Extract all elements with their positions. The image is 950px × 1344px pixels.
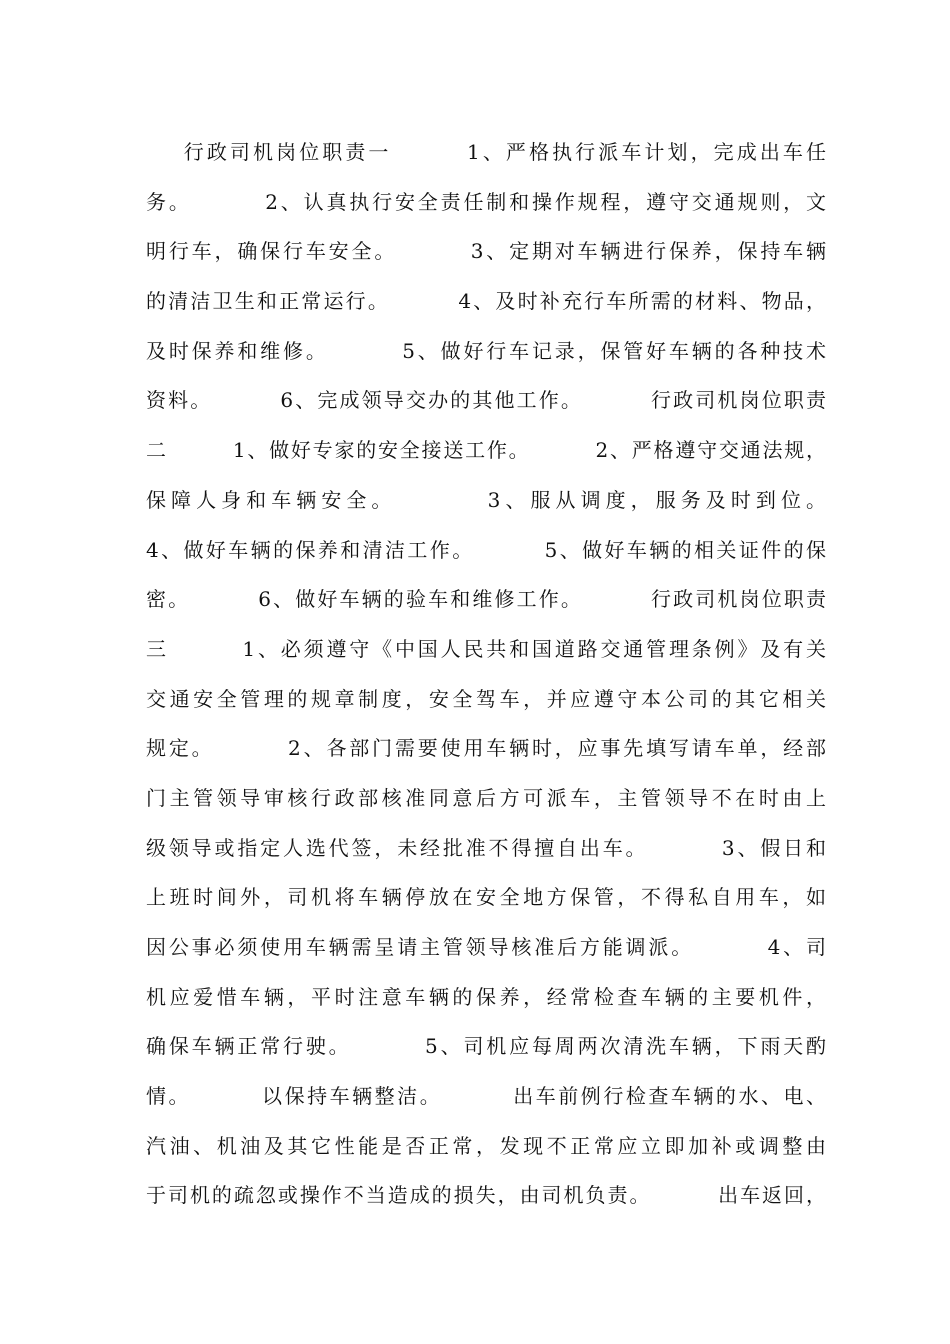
text-line-4: 的清洁卫生和正常运行。 4、及时补充行车所需的材料、物品， <box>146 289 826 314</box>
text-line-6: 资料。 6、完成领导交办的其他工作。 行政司机岗位职责 <box>146 388 826 413</box>
document-body <box>146 128 826 1221</box>
text-line-19: 确保车辆正常行驶。 5、司机应每周两次清洗车辆，下雨天酌 <box>146 1034 826 1059</box>
text-line-5: 及时保养和维修。 5、做好行车记录，保管好车辆的各种技术 <box>146 338 826 363</box>
text-line-12: 交通安全管理的规章制度，安全驾车，并应遵守本公司的其它相关 <box>146 686 826 711</box>
text-line-21: 汽油、机油及其它性能是否正常，发现不正常应立即加补或调整由 <box>146 1133 826 1158</box>
text-line-22: 于司机的疏忽或操作不当造成的损失，由司机负责。 出车返回， <box>146 1183 826 1208</box>
text-line-15: 级领导或指定人选代签，未经批准不得擅自出车。 3、假日和 <box>146 835 826 860</box>
text-line-18: 机应爱惜车辆，平时注意车辆的保养，经常检查车辆的主要机件， <box>146 984 826 1009</box>
text-line-3: 明行车，确保行车安全。 3、定期对车辆进行保养，保持车辆 <box>146 239 826 264</box>
text-line-7: 二 1、做好专家的安全接送工作。 2、严格遵守交通法规， <box>146 438 826 463</box>
text-line-13: 规定。 2、各部门需要使用车辆时，应事先填写请车单，经部 <box>146 736 826 761</box>
text-line-1: 行政司机岗位职责一 1、严格执行派车计划，完成出车任 <box>146 140 826 164</box>
text-line-8: 保障人身和车辆安全。 3、服从调度，服务及时到位。 <box>146 487 826 512</box>
text-line-20: 情。 以保持车辆整洁。 出车前例行检查车辆的水、电、 <box>146 1084 826 1109</box>
text-line-2: 务。 2、认真执行安全责任制和操作规程，遵守交通规则，文 <box>146 189 826 214</box>
text-line-17: 因公事必须使用车辆需呈请主管领导核准后方能调派。 4、司 <box>146 935 826 959</box>
text-line-9: 4、做好车辆的保养和清洁工作。 5、做好车辆的相关证件的保 <box>146 537 826 562</box>
text-line-10: 密。 6、做好车辆的验车和维修工作。 行政司机岗位职责 <box>146 587 826 612</box>
text-line-14: 门主管领导审核行政部核准同意后方可派车，主管领导不在时由上 <box>146 785 826 810</box>
text-line-16: 上班时间外，司机将车辆停放在安全地方保管，不得私自用车，如 <box>146 885 826 910</box>
text-line-11: 三 1、必须遵守《中国人民共和国道路交通管理条例》及有关 <box>146 636 826 661</box>
